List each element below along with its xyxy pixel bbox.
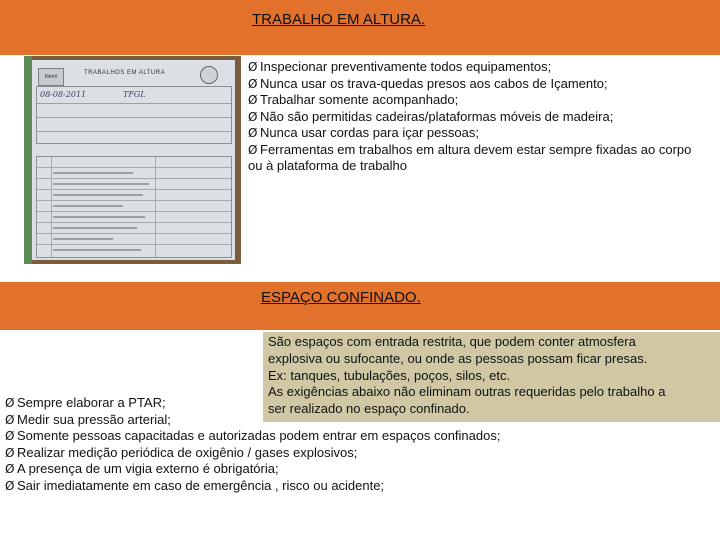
form-logo: Metrô [38,68,64,86]
altura-banner [0,0,720,55]
arrow-bullet-icon: Ø [5,429,15,443]
arrow-bullet-icon: Ø [248,126,258,140]
list-item [5,478,705,495]
bullet-text: Trabalhar somente acompanhado; [260,92,459,107]
bullet-text: Realizar medição periódica de oxigênio / gases explosivos; [17,444,358,460]
bullet-text: A presença de um vigia externo é obrigatória; [17,461,279,476]
form-rule [37,103,231,104]
arrow-bullet-icon: Ø [248,93,258,107]
bullet-text: Não são permitidas cadeiras/plataformas móveis de madeira; [260,108,614,124]
table-row [37,178,231,179]
list-item [248,59,700,76]
list-item [248,109,700,126]
table-row [37,200,231,201]
list-item [5,461,705,478]
form-sheet [32,60,235,260]
table-column [51,157,52,257]
table-row [37,244,231,245]
table-text [53,227,137,229]
table-row [37,189,231,190]
table-text [53,249,141,251]
form-rule [37,131,231,132]
bullet-text: Nunca usar cordas para içar pessoas; [260,125,479,140]
form-title: TRABALHOS EM ALTURA [84,70,166,76]
arrow-bullet-icon: Ø [5,396,15,410]
bullet-text: Ferramentas em trabalhos em altura devem estar sempre fixadas ao corpo ou à plataforma de trabalho [248,141,692,173]
arrow-bullet-icon: Ø [5,445,15,460]
list-item [248,92,700,109]
list-item [5,412,705,429]
arrow-bullet-icon: Ø [248,60,258,74]
table-text [53,194,143,196]
bullet-text: Somente pessoas capacitadas e autorizadas podem entrar em espaços confinados; [17,428,501,443]
form-rule [37,117,231,118]
bullet-text: Sempre elaborar a PTAR; [17,395,166,410]
form-header-box [36,86,232,144]
table-row [37,167,231,168]
form-handwritten-code: TFGL [123,90,146,99]
table-text [53,183,149,185]
confinado-bullet-list [5,395,705,494]
list-item [248,142,700,175]
list-item [5,395,705,412]
arrow-bullet-icon: Ø [5,478,15,493]
table-text [53,172,133,174]
bullet-text: Medir sua pressão arterial; [17,411,171,427]
arrow-bullet-icon: Ø [5,412,15,427]
table-text [53,205,123,207]
table-row [37,222,231,223]
form-handwritten-date: 08-08-2011 [40,90,87,99]
bullet-text: Inspecionar preventivamente todos equipamentos; [260,59,552,74]
arrow-bullet-icon: Ø [248,76,258,91]
seal-icon [200,66,218,84]
bullet-text: Sair imediatamente em caso de emergência , risco ou acidente; [17,477,385,493]
table-row [37,233,231,234]
table-row [37,211,231,212]
photo-edge [24,56,32,264]
table-column [155,157,156,257]
bullet-text: Nunca usar os trava-quedas presos aos cabos de Içamento; [260,75,608,91]
confinado-banner [0,282,720,330]
list-item [248,76,700,93]
table-text [53,238,113,240]
confinado-title: ESPAÇO CONFINADO. [261,289,421,306]
confinado-definition: São espaços com entrada restrita, que podem conter atmosfera explosiva ou sufocante, ou onde as pessoas possam ficar presas. Ex: tanques, tubulações, poços, silos, etc. As exigências abaixo não eliminam outras requeridas pelo trabalho a ser realizado no espaço confinado. [268,334,666,417]
list-item [5,428,705,445]
arrow-bullet-icon: Ø [248,109,258,124]
table-text [53,216,145,218]
arrow-bullet-icon: Ø [248,142,258,157]
form-photo [24,56,241,264]
altura-title: TRABALHO EM ALTURA. [252,11,426,28]
list-item [248,125,700,142]
list-item [5,445,705,462]
altura-bullet-list [248,59,700,175]
form-checklist-table [36,156,232,258]
arrow-bullet-icon: Ø [5,462,15,476]
